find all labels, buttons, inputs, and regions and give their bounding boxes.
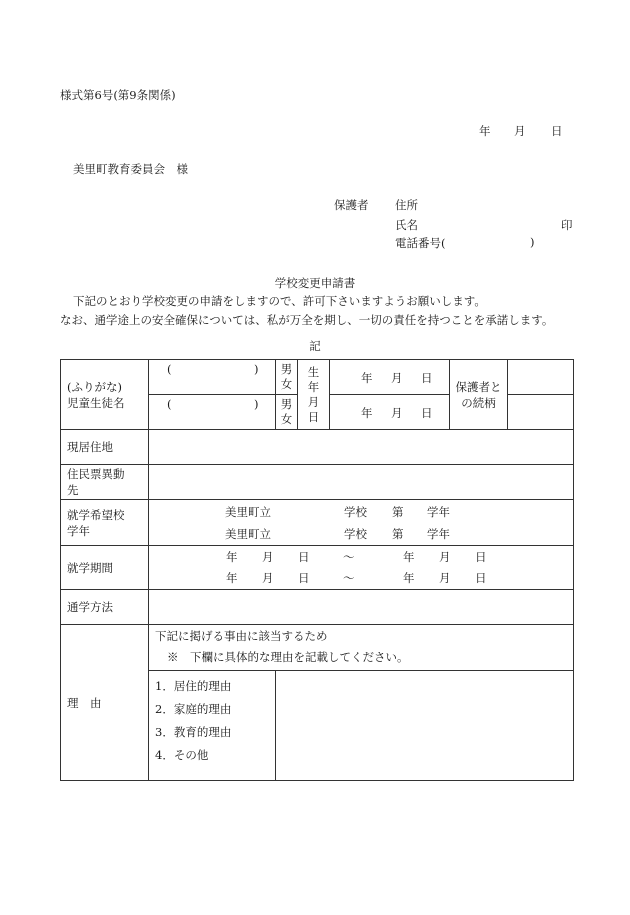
ki-label: 記 (309, 339, 321, 353)
resident-record-label-line1: 住民票異動 (67, 467, 125, 481)
birthdate-field-2[interactable] (330, 395, 450, 430)
year-label: 年 (361, 406, 373, 420)
grade-label: 学年 (427, 505, 450, 519)
relation-field-2[interactable] (508, 395, 574, 430)
phone-label: 電話番号( (395, 236, 446, 250)
period-field[interactable] (149, 546, 574, 590)
dai-label: 第 (392, 527, 404, 541)
period-tilde: ～ (343, 550, 355, 564)
period-to-month: 月 (439, 571, 451, 585)
grade-label: 学年 (427, 527, 450, 541)
sex-select-1[interactable] (276, 360, 298, 395)
female-option: 女 (280, 412, 293, 426)
application-table (60, 359, 574, 781)
date-month-label: 月 (514, 124, 526, 138)
reason-list-cell (149, 671, 276, 781)
sex-select-2[interactable] (276, 395, 298, 430)
town-label: 美里町立 (225, 505, 271, 519)
period-to-day: 日 (475, 571, 487, 585)
period-tilde: ～ (343, 571, 355, 585)
applicant-role: 保護者 (334, 198, 369, 212)
commute-label: 通学方法 (61, 590, 149, 625)
body-line-1: 下記のとおり学校変更の申請をしますので、許可下さいますようお願いします。 (73, 294, 486, 308)
furigana-label: (ふりがな) (67, 379, 122, 394)
reason-note: ※ 下欄に具体的な理由を記載してください。 (167, 650, 409, 664)
paren-close: ) (254, 397, 259, 411)
year-label: 年 (361, 371, 373, 385)
commute-field[interactable] (149, 590, 574, 625)
period-label: 就学期間 (61, 546, 149, 590)
period-from-day: 日 (298, 571, 310, 585)
male-option: 男 (280, 397, 293, 411)
address-label: 住所 (395, 198, 418, 212)
reason-detail-field[interactable] (276, 671, 574, 781)
paren-close: ) (254, 362, 259, 376)
period-from-year: 年 (226, 550, 238, 564)
town-label: 美里町立 (225, 527, 271, 541)
period-to-month: 月 (439, 550, 451, 564)
period-from-month: 月 (262, 550, 274, 564)
guardian-relation-line1: 保護者と (455, 379, 502, 394)
current-address-field[interactable] (149, 430, 574, 465)
period-to-year: 年 (403, 571, 415, 585)
date-day-label: 日 (551, 124, 563, 138)
reason-item[interactable]: 1．居住的理由 (155, 679, 232, 693)
school-label: 学校 (344, 505, 367, 519)
period-to-year: 年 (403, 550, 415, 564)
phone-close-paren: ) (530, 235, 535, 249)
guardian-relation-line2: の続柄 (461, 395, 496, 410)
reason-item[interactable]: 2．家庭的理由 (155, 702, 232, 716)
addressee: 美里町教育委員会 様 (73, 162, 188, 176)
resident-record-label-line2: 先 (67, 483, 79, 497)
guardian-relation-header (450, 360, 508, 430)
student-name-header (61, 360, 149, 430)
reason-item[interactable]: 3．教育的理由 (155, 725, 232, 739)
current-address-label: 現居住地 (61, 430, 149, 465)
day-label: 日 (421, 371, 433, 385)
birth-char: 日 (307, 409, 320, 424)
birthdate-field-1[interactable] (330, 360, 450, 395)
body-line-2: なお、通学途上の安全確保については、私が万全を期し、一切の責任を持つことを承諾します。 (60, 313, 554, 327)
school-label: 学校 (344, 527, 367, 541)
reason-intro: 下記に掲げる事由に該当するため (155, 629, 328, 643)
desired-school-field[interactable] (149, 500, 574, 546)
month-label: 月 (391, 371, 403, 385)
resident-record-field[interactable] (149, 465, 574, 500)
birth-char: 月 (307, 394, 320, 409)
reason-item[interactable]: 4．その他 (155, 748, 209, 762)
day-label: 日 (421, 406, 433, 420)
period-from-month: 月 (262, 571, 274, 585)
furigana-field-2[interactable] (149, 395, 276, 430)
male-option: 男 (280, 362, 293, 376)
birth-char: 生 (307, 364, 320, 379)
date-year-label: 年 (479, 124, 491, 138)
document-title: 学校変更申請書 (274, 276, 356, 290)
birth-char: 年 (307, 379, 320, 394)
furigana-field-1[interactable] (149, 360, 276, 395)
dai-label: 第 (392, 505, 404, 519)
reason-intro-cell (149, 625, 574, 671)
form-number: 様式第6号(第9条関係) (60, 88, 176, 102)
paren-open: ( (167, 397, 172, 411)
birthdate-header (298, 360, 330, 430)
desired-school-label-line1: 就学希望校 (67, 507, 125, 522)
paren-open: ( (167, 362, 172, 376)
desired-school-label-line2: 学年 (67, 523, 90, 538)
period-from-year: 年 (226, 571, 238, 585)
period-to-day: 日 (475, 550, 487, 564)
relation-field-1[interactable] (508, 360, 574, 395)
month-label: 月 (391, 406, 403, 420)
desired-school-header (61, 500, 149, 546)
name-label: 氏名 (395, 218, 418, 232)
female-option: 女 (280, 377, 293, 391)
period-from-day: 日 (298, 550, 310, 564)
resident-record-header (61, 465, 149, 500)
seal-label: 印 (561, 218, 573, 232)
reason-label: 理 由 (61, 625, 149, 781)
student-name-label: 児童生徒名 (67, 395, 125, 410)
